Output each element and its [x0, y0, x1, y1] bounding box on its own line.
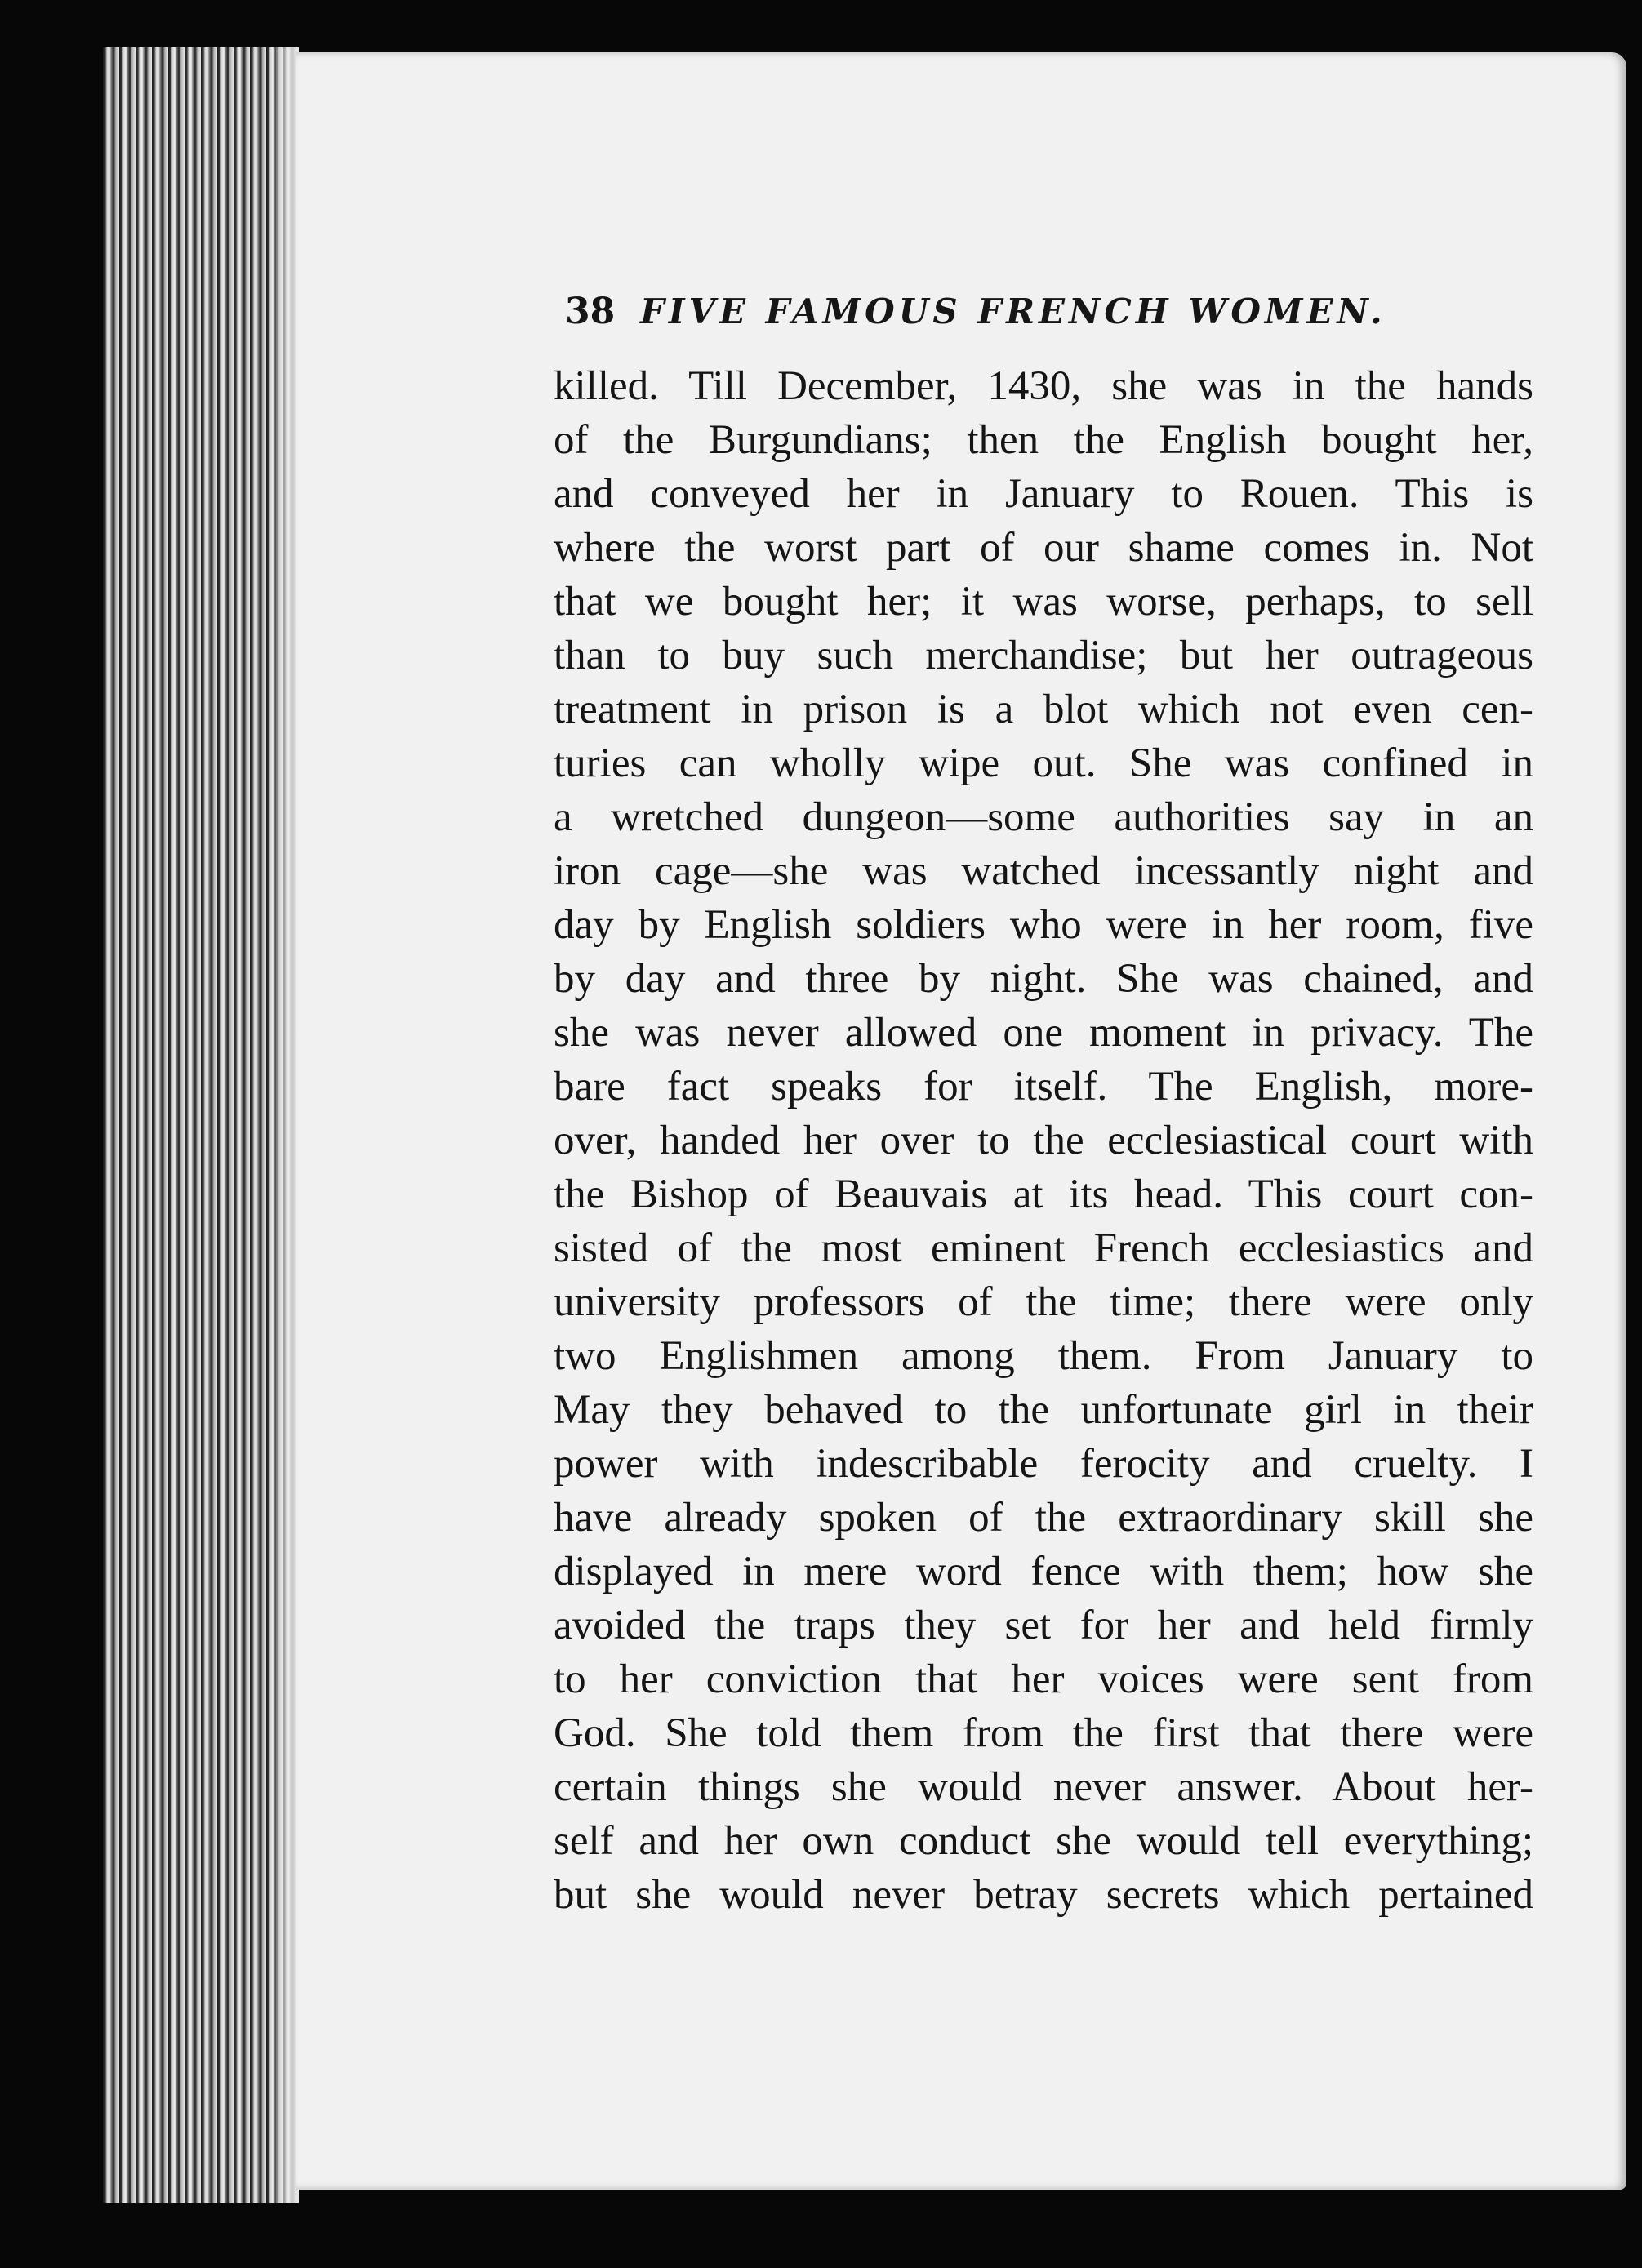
running-header: [565, 291, 1529, 340]
text-line: where the worst part of our shame comes in. Not: [554, 525, 1533, 571]
text-line: sisted of the most eminent French ecclesiastics and: [554, 1225, 1533, 1271]
text-line: that we bought her; it was worse, perhaps, to sell: [554, 579, 1533, 625]
text-line: turies can wholly wipe out. She was confined in: [554, 740, 1533, 786]
text-line: to her conviction that her voices were sent from: [554, 1657, 1533, 1702]
text-line: the Bishop of Beauvais at its head. This court con-: [554, 1172, 1533, 1217]
text-line: bare fact speaks for itself. The English, more-: [554, 1064, 1533, 1110]
text-line: but she would never betray secrets which pertained: [554, 1872, 1533, 1918]
text-line: university professors of the time; there were only: [554, 1279, 1533, 1325]
text-line: she was never allowed one moment in privacy. The: [554, 1010, 1533, 1056]
running-title: FIVE FAMOUS FRENCH WOMEN.: [640, 291, 1386, 331]
text-line: than to buy such merchandise; but her outrageous: [554, 633, 1533, 678]
text-line: power with indescribable ferocity and cruelty. I: [554, 1441, 1533, 1487]
text-line: over, handed her over to the ecclesiastical court with: [554, 1118, 1533, 1163]
text-line: killed. Till December, 1430, she was in the hands: [554, 363, 1533, 409]
page-number: 38: [565, 291, 616, 332]
text-line: avoided the traps they set for her and held firmly: [554, 1603, 1533, 1648]
text-line: have already spoken of the extraordinary skill she: [554, 1495, 1533, 1541]
text-line: displayed in mere word fence with them; how she: [554, 1549, 1533, 1594]
text-line: self and her own conduct she would tell everything;: [554, 1818, 1533, 1864]
text-line: a wretched dungeon—some authorities say in an: [554, 794, 1533, 840]
book-page-edges: [103, 47, 299, 2203]
text-line: of the Burgundians; then the English bought her,: [554, 417, 1533, 463]
text-line: iron cage—she was watched incessantly night and: [554, 848, 1533, 894]
body-text: [554, 359, 1533, 1922]
text-line: May they behaved to the unfortunate girl in their: [554, 1387, 1533, 1433]
text-line: and conveyed her in January to Rouen. This is: [554, 471, 1533, 517]
text-line: God. She told them from the first that there were: [554, 1710, 1533, 1756]
text-line: by day and three by night. She was chained, and: [554, 956, 1533, 1002]
text-line: certain things she would never answer. About her-: [554, 1764, 1533, 1810]
text-line: day by English soldiers who were in her room, five: [554, 902, 1533, 948]
text-line: two Englishmen among them. From January to: [554, 1333, 1533, 1379]
text-line: treatment in prison is a blot which not even cen-: [554, 687, 1533, 732]
